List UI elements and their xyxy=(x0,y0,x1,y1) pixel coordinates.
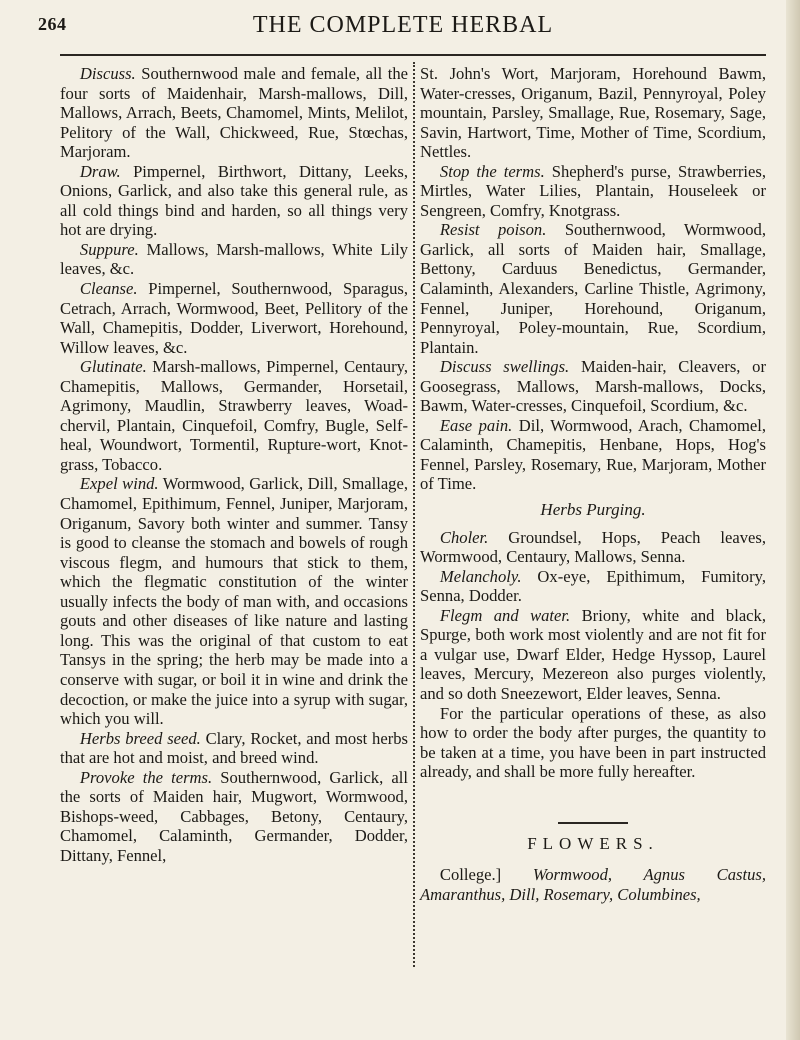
entry-text: Shepherd's purse, Strawberries, Mirtles, Water Lilies, Plantain, Houseleek or Sengreen, Comfry, Knotgrass. xyxy=(420,161,766,220)
entry-paragraph xyxy=(60,279,408,357)
entry-keyword: Cleanse. xyxy=(79,279,138,299)
page-number: 264 xyxy=(38,14,67,34)
entry-keyword: Herbs breed seed. xyxy=(79,728,201,748)
entry-keyword: Ease pain. xyxy=(439,415,513,435)
entry-paragraph xyxy=(420,162,766,221)
entry-paragraph xyxy=(420,528,766,567)
entry-keyword: Choler. xyxy=(439,527,489,547)
page-header xyxy=(38,12,768,42)
entry-text: Clary, Rocket, and most herbs that are hot and moist, and breed wind. xyxy=(60,728,408,768)
entry-text: Southernwood male and female, all the four sorts of Maidenhair, Marsh-mallows, Dill, Mallows, Arrach, Beets, Chamomel, Mints, Melilot, Pelitory of the Wall, Chickweed, Rue, Stœchas, Marjoram. xyxy=(60,64,408,162)
entry-keyword: Resist poison. xyxy=(439,220,547,240)
entry-text: Maiden-hair, Cleavers, or Goosegrass, Mallows, Marsh-mallows, Docks, Bawm, Water-cresses, Cinquefoil, Scordium, &c. xyxy=(420,357,767,416)
entry-keyword: Glutinate. xyxy=(79,357,147,377)
entry-text: Southernwood, Garlick, all the sorts of Maiden hair, Mugwort, Wormwood, Bishops-weed, Cabbages, Betony, Centaury, Chamomel, Calaminth, Germander, Dodder, Dittany, Fennel, xyxy=(60,767,408,865)
entry-paragraph xyxy=(420,357,766,416)
entry-text: Ox-eye, Epithimum, Fumitory, Senna, Dodder. xyxy=(420,566,766,606)
entry-source: College.] xyxy=(439,865,533,885)
entry-keyword: Stop the terms. xyxy=(439,161,545,181)
entry-text: Dil, Wormwood, Arach, Chamomel, Calaminth, Chamepitis, Henbane, Hops, Hog's Fennel, Parsley, Rosemary, Rue, Marjoram, Mother of Time. xyxy=(420,415,766,494)
entry-keyword: Expel wind. xyxy=(79,474,159,494)
entry-text: Mallows, Marsh-mallows, White Lily leaves, &c. xyxy=(60,239,408,279)
entry-keyword: Discuss. xyxy=(79,64,136,83)
entry-paragraph xyxy=(60,768,408,866)
entry-keyword: Melancholy. xyxy=(439,566,522,586)
entry-text: Wormwood, Garlick, Dill, Smallage, Chamomel, Epithimum, Fennel, Juniper, Marjoram, Origanum, Savory both winter and summer. Tansy is good to cleanse the stomach and bowels of rough viscous flegm, and humours that stick to them, which the flegmatic constitution of the winter usually infects the body of man with, and occasions gouts and other diseases of like nature and lasting long. This was the original of that custom to eat Tansys in the spring; the herb may be made into a conserve with sugar, or boil it in wine and drink the decoction, or make the juice into a syrup with sugar, which you will. xyxy=(60,474,408,729)
section-rule xyxy=(558,822,628,824)
entry-paragraph xyxy=(420,220,766,357)
entry-keyword: Discuss swellings. xyxy=(439,357,570,377)
entry-text: Southernwood, Wormwood, Garlick, all sorts of Maiden hair, Smallage, Bettony, Carduus Benedictus, Germander, Calaminth, Alexanders, Carline Thistle, Agrimony, Fennel, Juniper, Horehound, Origanum, Pennyroyal, Poley-mountain, Rue, Scordium, Plantain. xyxy=(420,220,766,357)
entry-paragraph xyxy=(60,729,408,768)
entry-text: Briony, white and black, Spurge, both work most violently and are not fit for a vulgar use, Dwarf Elder, Hedge Hyssop, Laurel leaves, Mercury, Mezereon also purges violently, and so doth Sneezewort, Elder leaves, Senna. xyxy=(420,605,766,703)
entry-paragraph xyxy=(420,865,766,904)
continued-paragraph: St. John's Wort, Marjoram, Horehound Bawm, Water-cresses, Origanum, Bazil, Pennyroyal, Poley mountain, Parsley, Smallage, Rue, Rosemary, Sage, Savin, Hartwort, Time, Mother of Time, Scordium, Nettles. xyxy=(420,64,766,162)
entry-paragraph xyxy=(420,567,766,606)
left-column xyxy=(60,64,408,865)
entry-paragraph xyxy=(60,357,408,474)
header-rule xyxy=(60,54,766,56)
column-divider xyxy=(413,62,415,967)
entry-keyword: Draw. xyxy=(79,161,121,181)
subheading: Herbs Purging. xyxy=(540,500,646,520)
entry-paragraph xyxy=(420,606,766,704)
entry-keyword: Suppure. xyxy=(79,239,139,259)
entry-paragraph xyxy=(60,240,408,279)
entry-paragraph xyxy=(60,162,408,240)
entry-paragraph xyxy=(60,474,408,728)
right-column xyxy=(420,64,766,904)
section-heading: FLOWERS. xyxy=(527,833,659,853)
page-edge xyxy=(786,0,800,1040)
entry-text: Marsh-mallows, Pimpernel, Centaury, Chamepitis, Mallows, Germander, Horsetail, Agrimony, Maudlin, Strawberry leaves, Woad-chervil, Plantain, Cinquefoil, Comfry, Bugle, Self-heal, Woundwort, Tormentil, Rupture-wort, Knot-grass, Tobacco. xyxy=(60,357,408,474)
entry-text: Wormwood, Agnus Castus, Amaranthus, Dill, Rosemary, Columbines, xyxy=(420,865,766,904)
entry-keyword: Flegm and water. xyxy=(439,605,571,625)
entry-text: Pimpernel, Southernwood, Sparagus, Cetrach, Arrach, Wormwood, Beet, Pellitory of the Wall, Chamepitis, Dodder, Liverwort, Horehound, Willow leaves, &c. xyxy=(60,279,408,357)
entry-text: Pimpernel, Birthwort, Dittany, Leeks, Onions, Garlick, and also take this general rule, as all cold things bind and harden, so all things very hot are drying. xyxy=(60,161,408,240)
closing-paragraph: For the particular operations of these, as also how to order the body after purges, the quantity to be taken at a time, you have been in part instructed already, and shall be more fully hereafter. xyxy=(420,703,766,782)
flowers-entry xyxy=(420,865,766,904)
entry-keyword: Provoke the terms. xyxy=(79,767,213,787)
entry-paragraph xyxy=(60,64,408,162)
entry-paragraph xyxy=(420,416,766,494)
entry-text: Groundsel, Hops, Peach leaves, Wormwood, Centaury, Mallows, Senna. xyxy=(420,527,766,567)
running-title: THE COMPLETE HERBAL xyxy=(252,12,554,38)
